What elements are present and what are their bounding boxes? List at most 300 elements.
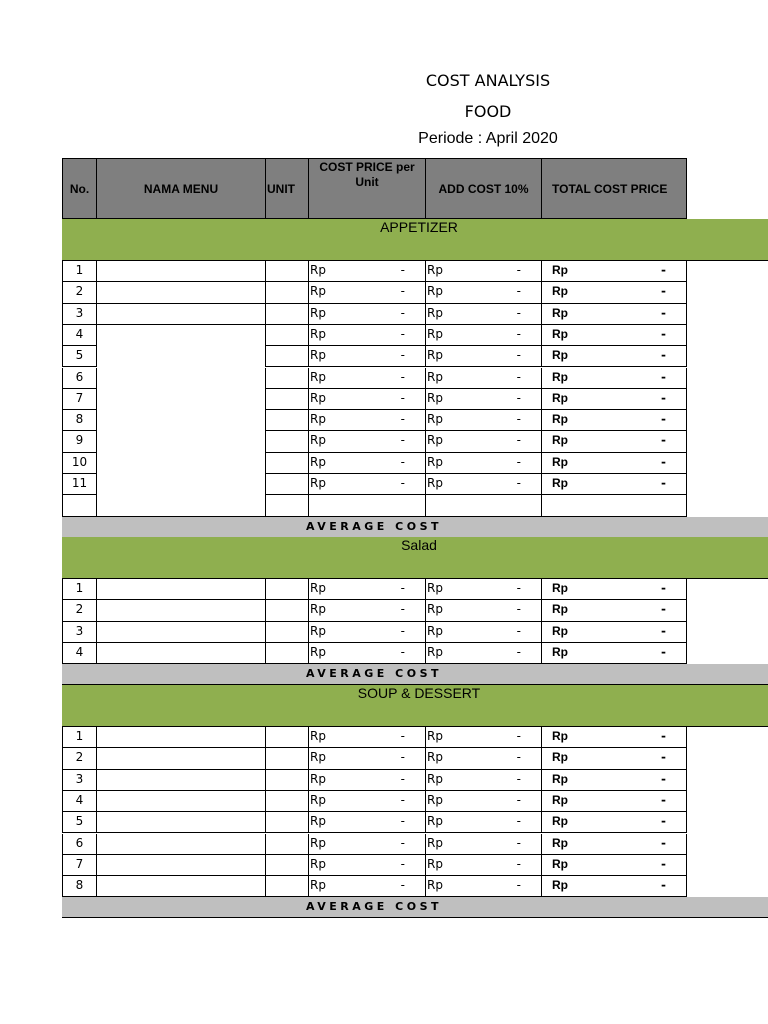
table-row xyxy=(62,431,687,452)
unit-cell[interactable] xyxy=(266,855,309,876)
value-dash: - xyxy=(661,835,666,850)
row-number[interactable]: 7 xyxy=(62,855,97,876)
header-menu: NAMA MENU xyxy=(97,158,266,219)
total-cost-cell[interactable] xyxy=(542,495,687,516)
currency-label: Rp xyxy=(310,835,326,850)
table-row xyxy=(62,855,687,876)
add-cost-cell[interactable] xyxy=(426,261,542,282)
cost-price-cell[interactable] xyxy=(309,261,426,282)
total-cost-cell[interactable] xyxy=(542,282,687,303)
value-dash: - xyxy=(516,390,521,405)
value-dash: - xyxy=(661,476,666,490)
table-row xyxy=(62,261,687,282)
doc-subtitle: FOOD xyxy=(464,102,512,121)
row-number[interactable]: 2 xyxy=(62,600,97,621)
value-dash: - xyxy=(516,792,521,807)
cost-price-cell[interactable] xyxy=(309,368,426,389)
value-dash: - xyxy=(400,878,405,893)
menu-name-cell[interactable] xyxy=(97,368,266,389)
add-cost-cell[interactable] xyxy=(426,643,542,664)
menu-name-cell[interactable] xyxy=(97,431,266,452)
unit-cell[interactable] xyxy=(266,368,309,389)
add-cost-cell[interactable] xyxy=(426,600,542,621)
value-dash: - xyxy=(400,390,405,405)
cost-price-cell[interactable] xyxy=(309,453,426,474)
currency-label: Rp xyxy=(310,792,326,807)
add-cost-cell[interactable] xyxy=(426,325,542,346)
total-cost-cell[interactable] xyxy=(542,368,687,389)
row-number[interactable]: 3 xyxy=(62,622,97,643)
header-cost-price: COST PRICE per Unit xyxy=(309,158,426,219)
total-cost-cell[interactable] xyxy=(542,579,687,600)
currency-label: Rp xyxy=(552,644,568,659)
add-cost-cell[interactable] xyxy=(426,622,542,643)
currency-label: Rp xyxy=(427,348,443,363)
currency-label: Rp xyxy=(310,412,326,427)
cost-price-cell[interactable] xyxy=(309,834,426,855)
value-dash: - xyxy=(516,835,521,850)
value-dash: - xyxy=(516,602,521,617)
add-cost-cell[interactable] xyxy=(426,876,542,897)
row-number[interactable]: 6 xyxy=(62,834,97,855)
currency-label: Rp xyxy=(552,814,568,829)
value-dash: - xyxy=(516,305,521,320)
unit-cell[interactable] xyxy=(266,579,309,600)
table-row xyxy=(62,389,687,410)
menu-name-cell[interactable] xyxy=(97,325,266,346)
row-number[interactable]: 3 xyxy=(62,770,97,791)
value-dash: - xyxy=(516,263,521,277)
add-cost-cell[interactable] xyxy=(426,495,542,516)
row-number[interactable]: 4 xyxy=(62,643,97,664)
table-row xyxy=(62,453,687,474)
cost-price-cell[interactable] xyxy=(309,304,426,325)
currency-label: Rp xyxy=(427,412,443,427)
value-dash: - xyxy=(400,369,405,384)
table-row xyxy=(62,812,687,833)
row-number[interactable]: 5 xyxy=(62,812,97,833)
currency-label: Rp xyxy=(427,878,443,893)
currency-label: Rp xyxy=(427,476,443,490)
currency-label: Rp xyxy=(427,729,443,743)
cost-price-cell[interactable] xyxy=(309,812,426,833)
doc-periode: Periode : April 2020 xyxy=(418,130,558,147)
value-dash: - xyxy=(400,326,405,341)
currency-label: Rp xyxy=(310,369,326,384)
value-dash: - xyxy=(400,263,405,277)
currency-label: Rp xyxy=(427,835,443,850)
add-cost-cell[interactable] xyxy=(426,368,542,389)
currency-label: Rp xyxy=(552,771,568,786)
currency-label: Rp xyxy=(427,623,443,638)
row-number[interactable]: 7 xyxy=(62,389,97,410)
value-dash: - xyxy=(516,476,521,490)
currency-label: Rp xyxy=(552,390,568,405)
value-dash: - xyxy=(516,369,521,384)
value-dash: - xyxy=(516,581,521,595)
currency-label: Rp xyxy=(427,305,443,320)
menu-name-cell[interactable] xyxy=(97,453,266,474)
menu-name-cell[interactable] xyxy=(97,727,266,748)
average-cost-label: AVERAGE COST xyxy=(306,519,442,533)
menu-name-cell[interactable] xyxy=(97,600,266,621)
section-header xyxy=(62,685,768,727)
value-dash: - xyxy=(661,814,666,829)
row-number[interactable] xyxy=(62,495,97,516)
add-cost-cell[interactable] xyxy=(426,389,542,410)
cost-price-cell[interactable] xyxy=(309,600,426,621)
menu-name-cell[interactable] xyxy=(97,495,266,516)
unit-cell[interactable] xyxy=(266,600,309,621)
unit-cell[interactable] xyxy=(266,325,309,346)
currency-label: Rp xyxy=(310,476,326,490)
unit-cell[interactable] xyxy=(266,431,309,452)
add-cost-cell[interactable] xyxy=(426,834,542,855)
total-cost-cell[interactable] xyxy=(542,748,687,769)
value-dash: - xyxy=(516,284,521,299)
total-cost-cell[interactable] xyxy=(542,474,687,495)
total-cost-cell[interactable] xyxy=(542,453,687,474)
table-row xyxy=(62,600,687,621)
total-cost-cell[interactable] xyxy=(542,770,687,791)
add-cost-cell[interactable] xyxy=(426,770,542,791)
menu-name-cell[interactable] xyxy=(97,410,266,431)
menu-name-cell[interactable] xyxy=(97,304,266,325)
currency-label: Rp xyxy=(552,326,568,341)
total-cost-cell[interactable] xyxy=(542,410,687,431)
unit-cell[interactable] xyxy=(266,622,309,643)
cost-price-cell[interactable] xyxy=(309,770,426,791)
table-row xyxy=(62,325,687,346)
table-row xyxy=(62,368,687,389)
add-cost-cell[interactable] xyxy=(426,791,542,812)
menu-name-cell[interactable] xyxy=(97,791,266,812)
cost-price-cell[interactable] xyxy=(309,495,426,516)
add-cost-cell[interactable] xyxy=(426,474,542,495)
currency-label: Rp xyxy=(427,284,443,299)
average-cost-row xyxy=(62,664,768,685)
currency-label: Rp xyxy=(552,305,568,320)
currency-label: Rp xyxy=(552,792,568,807)
currency-label: Rp xyxy=(310,263,326,277)
header-unit: UNIT xyxy=(266,158,309,219)
menu-name-cell[interactable] xyxy=(97,812,266,833)
table-row xyxy=(62,791,687,812)
table-row xyxy=(62,643,687,664)
value-dash: - xyxy=(400,602,405,617)
currency-label: Rp xyxy=(552,856,568,871)
cost-price-cell[interactable] xyxy=(309,410,426,431)
cost-price-cell[interactable] xyxy=(309,748,426,769)
value-dash: - xyxy=(516,454,521,469)
cost-price-cell[interactable] xyxy=(309,579,426,600)
value-dash: - xyxy=(516,644,521,659)
row-number[interactable]: 10 xyxy=(62,453,97,474)
value-dash: - xyxy=(661,792,666,807)
add-cost-cell[interactable] xyxy=(426,453,542,474)
table-row xyxy=(62,748,687,769)
header-no: No. xyxy=(62,158,97,219)
cost-price-cell[interactable] xyxy=(309,389,426,410)
unit-cell[interactable] xyxy=(266,495,309,516)
add-cost-cell[interactable] xyxy=(426,855,542,876)
value-dash: - xyxy=(516,750,521,765)
unit-cell[interactable] xyxy=(266,453,309,474)
unit-cell[interactable] xyxy=(266,346,309,367)
value-dash: - xyxy=(661,771,666,786)
menu-name-cell[interactable] xyxy=(97,834,266,855)
currency-label: Rp xyxy=(552,284,568,299)
value-dash: - xyxy=(400,644,405,659)
currency-label: Rp xyxy=(427,644,443,659)
row-number[interactable]: 4 xyxy=(62,325,97,346)
row-number[interactable]: 5 xyxy=(62,346,97,367)
menu-name-cell[interactable] xyxy=(97,282,266,303)
add-cost-cell[interactable] xyxy=(426,812,542,833)
row-number[interactable]: 1 xyxy=(62,261,97,282)
value-dash: - xyxy=(400,284,405,299)
unit-cell[interactable] xyxy=(266,834,309,855)
currency-label: Rp xyxy=(427,792,443,807)
add-cost-cell[interactable] xyxy=(426,748,542,769)
unit-cell[interactable] xyxy=(266,727,309,748)
menu-name-cell[interactable] xyxy=(97,389,266,410)
unit-cell[interactable] xyxy=(266,304,309,325)
table-row xyxy=(62,495,687,516)
menu-name-cell[interactable] xyxy=(97,474,266,495)
unit-cell[interactable] xyxy=(266,791,309,812)
currency-label: Rp xyxy=(310,581,326,595)
total-cost-cell[interactable] xyxy=(542,727,687,748)
value-dash: - xyxy=(516,878,521,893)
add-cost-cell[interactable] xyxy=(426,579,542,600)
currency-label: Rp xyxy=(552,750,568,765)
section-title: Salad xyxy=(401,537,437,553)
total-cost-cell[interactable] xyxy=(542,834,687,855)
currency-label: Rp xyxy=(310,454,326,469)
total-cost-cell[interactable] xyxy=(542,622,687,643)
row-number[interactable]: 6 xyxy=(62,368,97,389)
unit-cell[interactable] xyxy=(266,474,309,495)
value-dash: - xyxy=(516,412,521,427)
add-cost-cell[interactable] xyxy=(426,410,542,431)
add-cost-cell[interactable] xyxy=(426,431,542,452)
cost-price-cell[interactable] xyxy=(309,727,426,748)
currency-label: Rp xyxy=(310,878,326,893)
menu-name-cell[interactable] xyxy=(97,579,266,600)
doc-title: COST ANALYSIS xyxy=(425,71,551,90)
value-dash: - xyxy=(661,623,666,638)
value-dash: - xyxy=(661,581,666,595)
currency-label: Rp xyxy=(310,644,326,659)
value-dash: - xyxy=(400,433,405,448)
currency-label: Rp xyxy=(427,814,443,829)
add-cost-cell[interactable] xyxy=(426,727,542,748)
value-dash: - xyxy=(661,750,666,765)
total-cost-cell[interactable] xyxy=(542,346,687,367)
value-dash: - xyxy=(661,348,666,363)
value-dash: - xyxy=(661,263,666,277)
cost-price-cell[interactable] xyxy=(309,325,426,346)
total-cost-cell[interactable] xyxy=(542,643,687,664)
unit-cell[interactable] xyxy=(266,876,309,897)
value-dash: - xyxy=(400,412,405,427)
row-number[interactable]: 2 xyxy=(62,282,97,303)
unit-cell[interactable] xyxy=(266,410,309,431)
currency-label: Rp xyxy=(552,476,568,490)
currency-label: Rp xyxy=(552,348,568,363)
cost-price-cell[interactable] xyxy=(309,622,426,643)
menu-name-cell[interactable] xyxy=(97,770,266,791)
row-number[interactable]: 8 xyxy=(62,876,97,897)
unit-cell[interactable] xyxy=(266,748,309,769)
table-row xyxy=(62,474,687,495)
total-cost-cell[interactable] xyxy=(542,431,687,452)
currency-label: Rp xyxy=(427,771,443,786)
menu-name-cell[interactable] xyxy=(97,622,266,643)
value-dash: - xyxy=(400,771,405,786)
value-dash: - xyxy=(661,454,666,469)
currency-label: Rp xyxy=(310,284,326,299)
currency-label: Rp xyxy=(552,369,568,384)
total-cost-cell[interactable] xyxy=(542,876,687,897)
table-row xyxy=(62,876,687,897)
total-cost-cell[interactable] xyxy=(542,261,687,282)
cost-price-cell[interactable] xyxy=(309,791,426,812)
currency-label: Rp xyxy=(310,771,326,786)
unit-cell[interactable] xyxy=(266,812,309,833)
value-dash: - xyxy=(661,644,666,659)
table-row xyxy=(62,304,687,325)
row-number[interactable]: 1 xyxy=(62,727,97,748)
menu-name-cell[interactable] xyxy=(97,346,266,367)
unit-cell[interactable] xyxy=(266,643,309,664)
total-cost-cell[interactable] xyxy=(542,304,687,325)
header-add-cost: ADD COST 10% xyxy=(426,158,542,219)
average-cost-row xyxy=(62,517,768,538)
average-cost-label: AVERAGE COST xyxy=(306,667,442,681)
average-cost-row xyxy=(62,897,768,918)
table-header xyxy=(62,158,687,219)
add-cost-cell[interactable] xyxy=(426,304,542,325)
value-dash: - xyxy=(661,856,666,871)
currency-label: Rp xyxy=(310,814,326,829)
table-row xyxy=(62,282,687,303)
value-dash: - xyxy=(400,348,405,363)
total-cost-cell[interactable] xyxy=(542,812,687,833)
add-cost-cell[interactable] xyxy=(426,346,542,367)
table-row xyxy=(62,410,687,431)
value-dash: - xyxy=(400,835,405,850)
value-dash: - xyxy=(400,581,405,595)
currency-label: Rp xyxy=(427,581,443,595)
unit-cell[interactable] xyxy=(266,770,309,791)
row-number[interactable]: 3 xyxy=(62,304,97,325)
value-dash: - xyxy=(516,729,521,743)
menu-name-cell[interactable] xyxy=(97,261,266,282)
currency-label: Rp xyxy=(552,433,568,448)
row-number[interactable]: 1 xyxy=(62,579,97,600)
value-dash: - xyxy=(661,284,666,299)
value-dash: - xyxy=(400,623,405,638)
row-number[interactable]: 8 xyxy=(62,410,97,431)
cost-price-cell[interactable] xyxy=(309,346,426,367)
table-row xyxy=(62,622,687,643)
value-dash: - xyxy=(400,729,405,743)
currency-label: Rp xyxy=(310,326,326,341)
currency-label: Rp xyxy=(310,729,326,743)
value-dash: - xyxy=(516,433,521,448)
row-number[interactable]: 2 xyxy=(62,748,97,769)
currency-label: Rp xyxy=(427,263,443,277)
total-cost-cell[interactable] xyxy=(542,389,687,410)
cost-price-cell[interactable] xyxy=(309,431,426,452)
currency-label: Rp xyxy=(552,263,568,277)
value-dash: - xyxy=(661,412,666,427)
currency-label: Rp xyxy=(427,454,443,469)
currency-label: Rp xyxy=(552,602,568,617)
total-cost-cell[interactable] xyxy=(542,791,687,812)
total-cost-cell[interactable] xyxy=(542,855,687,876)
menu-name-cell[interactable] xyxy=(97,643,266,664)
currency-label: Rp xyxy=(552,729,568,743)
currency-label: Rp xyxy=(310,348,326,363)
section-header xyxy=(62,537,768,579)
unit-cell[interactable] xyxy=(266,282,309,303)
cost-price-cell[interactable] xyxy=(309,282,426,303)
total-cost-cell[interactable] xyxy=(542,600,687,621)
row-number[interactable]: 4 xyxy=(62,791,97,812)
menu-name-cell[interactable] xyxy=(97,876,266,897)
value-dash: - xyxy=(661,729,666,743)
header-total-cost: TOTAL COST PRICE xyxy=(542,158,687,219)
value-dash: - xyxy=(661,305,666,320)
cost-price-cell[interactable] xyxy=(309,855,426,876)
value-dash: - xyxy=(516,348,521,363)
section-title: SOUP & DESSERT xyxy=(357,685,481,701)
cost-price-cell[interactable] xyxy=(309,643,426,664)
currency-label: Rp xyxy=(427,326,443,341)
unit-cell[interactable] xyxy=(266,261,309,282)
currency-label: Rp xyxy=(427,750,443,765)
add-cost-cell[interactable] xyxy=(426,282,542,303)
total-cost-cell[interactable] xyxy=(542,325,687,346)
value-dash: - xyxy=(400,476,405,490)
menu-name-cell[interactable] xyxy=(97,855,266,876)
currency-label: Rp xyxy=(427,369,443,384)
average-cost-label: AVERAGE COST xyxy=(306,900,442,914)
unit-cell[interactable] xyxy=(266,389,309,410)
value-dash: - xyxy=(516,856,521,871)
row-number[interactable]: 11 xyxy=(62,474,97,495)
currency-label: Rp xyxy=(310,305,326,320)
table-row xyxy=(62,770,687,791)
value-dash: - xyxy=(400,856,405,871)
value-dash: - xyxy=(516,623,521,638)
currency-label: Rp xyxy=(552,878,568,893)
value-dash: - xyxy=(400,454,405,469)
value-dash: - xyxy=(516,814,521,829)
value-dash: - xyxy=(400,792,405,807)
menu-name-cell[interactable] xyxy=(97,748,266,769)
value-dash: - xyxy=(661,433,666,448)
cost-price-cell[interactable] xyxy=(309,474,426,495)
row-number[interactable]: 9 xyxy=(62,431,97,452)
table-row xyxy=(62,834,687,855)
currency-label: Rp xyxy=(427,602,443,617)
value-dash: - xyxy=(661,369,666,384)
cost-price-cell[interactable] xyxy=(309,876,426,897)
